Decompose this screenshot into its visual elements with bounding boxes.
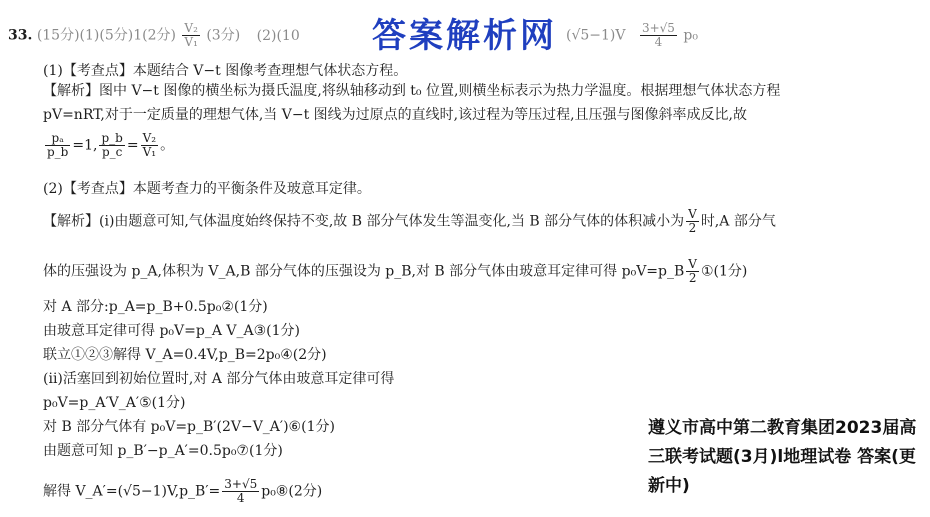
line-7-a: 体的压强设为 p_A,体积为 V_A,B 部分气体的压强设为 p_B,对 B 部分气体由玻意耳定律可得 p₀V=p_B [43, 263, 685, 280]
frac-num: p_b [101, 131, 123, 145]
line-15-a: 解得 V_A′=(√5−1)V,p_B′= [43, 483, 221, 500]
line-7-b: ①(1分) [700, 263, 748, 280]
frac-num: V [688, 207, 697, 221]
score-text: (15分)(1)(5分)1(2分) [36, 27, 176, 44]
frac-num: V [688, 257, 697, 271]
fraction-3-sqrt5-4 [222, 478, 259, 505]
line-6 [43, 208, 776, 235]
line-3: pV=nRT,对于一定质量的理想气体,当 V−t 图线为过原点的直线时,该过程为等压过程,且压强与图像斜率成反比,故 [43, 107, 748, 123]
header-final-num: 3+√5 [641, 21, 675, 35]
header-final-fraction [640, 22, 677, 49]
answer-header [8, 22, 300, 49]
header-final-den: 4 [654, 35, 663, 49]
line-6-a: 【解析】(ⅰ)由题意可知,气体温度始终保持不变,故 B 部分气体发生等温变化,当 B 部分气体的体积减小为 [43, 213, 685, 230]
header-p0: p₀ [683, 27, 698, 44]
fraction-v-2 [686, 208, 699, 235]
score-3: (3分) [206, 27, 241, 44]
line-2: 【解析】图中 V−t 图像的横坐标为摄氏温度,将纵轴移动到 t₀ 位置,则横坐标表示为热力学温度。根据理想气体状态方程 [43, 83, 781, 99]
line-11: (ⅱ)活塞回到初始位置时,对 A 部分气体由玻意耳定律可得 [43, 371, 395, 387]
line-4-end: 。 [160, 137, 175, 154]
header-fraction-num: V₂ [184, 21, 198, 35]
line-6-b: 时,A 部分气 [700, 213, 776, 230]
fraction-pa-pb [45, 132, 70, 159]
line-12: p₀V=p_A′V_A′⑤(1分) [43, 395, 186, 411]
frac-num: 3+√5 [224, 477, 258, 491]
header-right [566, 22, 698, 49]
line-9: 由玻意耳定律可得 p₀V=p_A V_A③(1分) [43, 323, 300, 339]
line-4-mid: =1, [72, 137, 98, 154]
fraction-pb-pc [99, 132, 124, 159]
line-8: 对 A 部分:p_A=p_B+0.5p₀②(1分) [43, 299, 268, 315]
frac-den: 2 [688, 271, 697, 285]
header-fraction-den: V₁ [184, 35, 198, 49]
sqrt-text: (√5−1)V [566, 27, 626, 44]
line-10: 联立①②③解得 V_A=0.4V,p_B=2p₀④(2分) [43, 347, 327, 363]
line-7 [43, 258, 747, 285]
line-4 [43, 132, 174, 159]
line-15-b: p₀⑧(2分) [261, 483, 323, 500]
frac-num: V₂ [142, 131, 157, 145]
line-4-eq: = [126, 137, 139, 154]
part2-prefix: (2)(10 [256, 27, 300, 44]
header-fraction-v2v1 [182, 22, 199, 49]
line-14: 由题意可知 p_B′−p_A′=0.5p₀⑦(1分) [43, 443, 283, 459]
question-number: 33. [8, 27, 33, 44]
frac-den: 4 [236, 491, 245, 505]
fraction-v2-v1 [141, 132, 158, 159]
frac-num: pₐ [45, 132, 70, 146]
line-13: 对 B 部分气体有 p₀V=p_B′(2V−V_A′)⑥(1分) [43, 419, 335, 435]
frac-den: 2 [688, 221, 697, 235]
frac-den: p_c [101, 145, 123, 159]
frac-den: p_b [47, 145, 69, 159]
line-15 [43, 478, 322, 505]
line-5: (2)【考查点】本题考查力的平衡条件及玻意耳定律。 [43, 181, 371, 197]
footer-caption: 遵义市高中第二教育集团2023届高三联考试题(3月)l地理试卷 答案(更新中) [648, 418, 917, 496]
frac-den: V₁ [142, 145, 157, 159]
line-1: (1)【考查点】本题结合 V−t 图像考查理想气体状态方程。 [43, 63, 408, 79]
watermark-logo: 答案解析网 [372, 16, 557, 56]
fraction-v-2-b [686, 258, 699, 285]
